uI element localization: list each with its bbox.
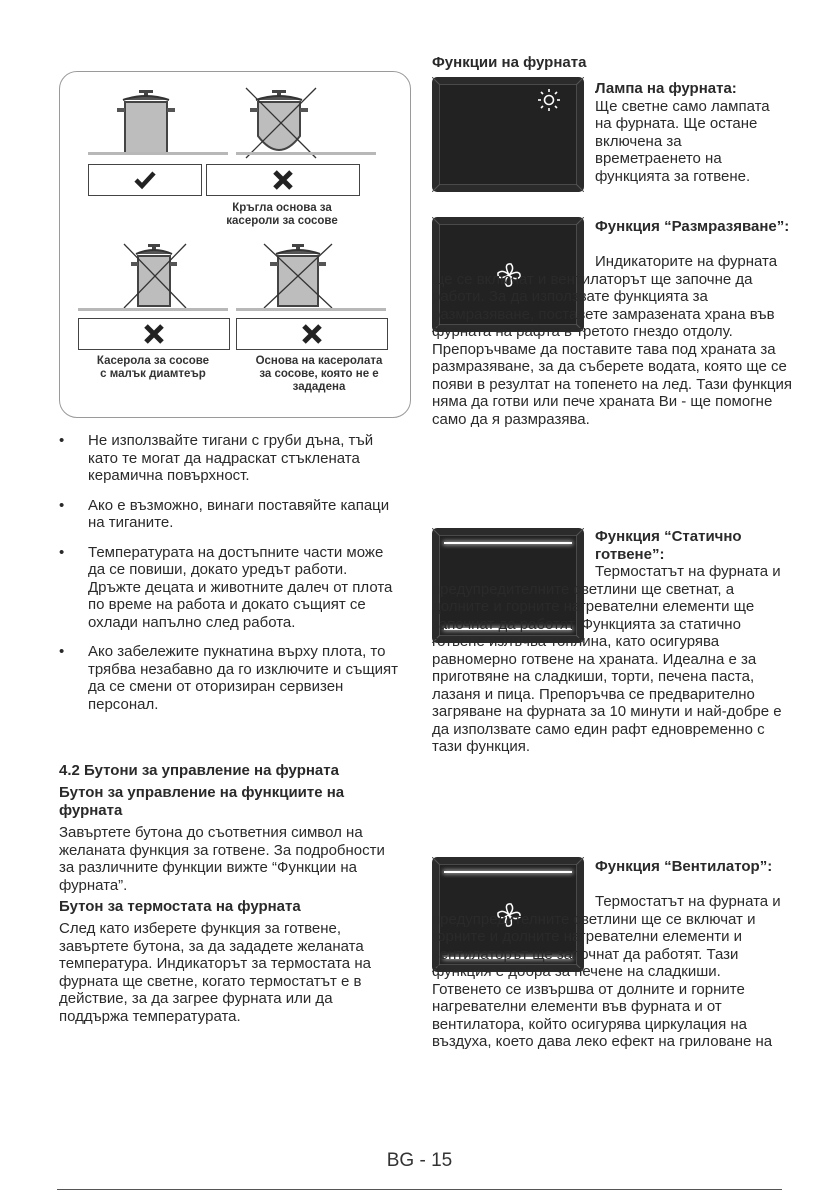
footer-rule [57, 1189, 782, 1190]
function-knob-heading: Бутон за управление на функциите на фурната [59, 784, 345, 819]
cross-icon [301, 323, 323, 345]
caption-round-base: Кръгла основа за касероли за сосове [226, 202, 338, 227]
safety-bullet-list [59, 432, 404, 725]
unset-base-pot-illustration [258, 240, 338, 310]
fan-function-title: Функция “Вентилатор”: [595, 858, 773, 875]
static-title-block [595, 528, 790, 563]
top-heating-element [444, 871, 572, 873]
list-item: • Ако забележите пукнатина върху плота, то трябва незабавно да го изключите и същият да се смени от оторизиран сервизен персонал. [59, 643, 399, 713]
defrost-title-block [595, 218, 790, 236]
check-mark-box [88, 164, 202, 196]
hob-surface [88, 152, 228, 155]
lamp-function-title: Лампа на фурната: [595, 80, 737, 97]
cookware-diagram [59, 71, 411, 418]
lamp-function-text: Ще светне само лампата на фурната. Ще остане включена за времетраенето на функцията за готвене. [595, 97, 770, 185]
top-heating-element [444, 542, 572, 544]
oven-functions-heading: Функции на фурната [432, 54, 587, 71]
static-function-title: Функция “Статично готвене”: [595, 528, 742, 563]
thermostat-knob-text: След като изберете функция за готвене, завъртете бутона, за да зададете желаната температура. Индикаторът за термостата на фурната ще светне, когато термостатът е в действие, за да загрее фурната или да поддържа температурата. [59, 920, 371, 1025]
cross-icon [143, 323, 165, 345]
fan-title-block [595, 858, 790, 876]
oven-lamp-image [432, 77, 584, 192]
check-icon [134, 170, 156, 190]
cross-icon [272, 169, 294, 191]
hob-surface [236, 152, 376, 155]
cross-mark-box [78, 318, 230, 350]
list-item: • Ако е възможно, винаги поставяйте капаци на тиганите. [59, 496, 390, 531]
list-item: • Не използвайте тигани с груби дъна, тъй като те могат да надраскат стъклената керамична повърхност. [59, 432, 374, 484]
fan-function-text: Термостатът на фурната и предупредителните светлини ще се включат и горните и долните нагревателни елементи и вентилаторът ще започнат да работят. Тази функция е добра за печене на сладкиши. Готвенето се извършва от долните и горните нагревателни елементи във фурната и от вентилатора, който осигурява циркулация на въздуха, което дава леко ефект на гриловане на [432, 893, 781, 1050]
caption-small-diameter: Касерола за сосове с малък диамтеър [96, 355, 210, 380]
defrost-function-title: Функция “Размразяване”: [595, 218, 790, 235]
small-diameter-pot-illustration [120, 240, 190, 310]
defrost-function-text: Индикаторите на фурната ще се включат и вентилаторът ще започне да работи. За да използвате функцията за размразяване, поставете замразената храна във фурната на рафта в третото гнездо отдолу. Препоръчваме да поставите тава под храната за размразяване, за да съберете водата, която ще се появи в резултат на топенето на лед. Тази функция няма да готви или пече храната Ви - ще помогне само да я размразява. [432, 253, 792, 428]
cross-mark-box [236, 318, 388, 350]
section-title: 4.2 Бутони за управление на фурната [59, 762, 339, 779]
static-function-text: Термостатът на фурната и предупредителните светлини ще светнат, а долните и горните нагревателни елементи ще започнат да работят. Функцията за статично готвене излъчва топлина, като осигурява равномерно готвене на храната. Идеална е за приготвяне на сладкиши, торти, печена паста, лазаня и пица. Препоръчва се предварително загряване на фурната за 10 минути и най-добре е да използвате само един рафт едновременно с тази функция. [432, 563, 782, 755]
hob-surface [236, 308, 386, 311]
hob-surface [78, 308, 228, 311]
lamp-function-block [595, 80, 790, 185]
caption-unset-base: Основа на касеролата за сосове, която не е зададена [255, 355, 383, 393]
correct-pot-illustration [115, 86, 185, 156]
lamp-icon [536, 87, 562, 113]
page-number: BG - 15 [386, 1150, 453, 1171]
controls-section [59, 762, 404, 1025]
list-item: • Температурата на достъпните части може да се повиши, докато уредът работи. Дръжте децата и животните далеч от плота по време на работа и докато същият се охлади напълно след работа. [59, 543, 393, 631]
thermostat-knob-heading: Бутон за термостата на фурната [59, 898, 301, 915]
round-base-pot-illustration [242, 86, 322, 161]
cross-mark-box [206, 164, 360, 196]
function-knob-text: Завъртете бутона до съответния символ на желаната функция за готвене. За подробности за различните функции вижте “Функции на фурната”. [59, 824, 385, 894]
